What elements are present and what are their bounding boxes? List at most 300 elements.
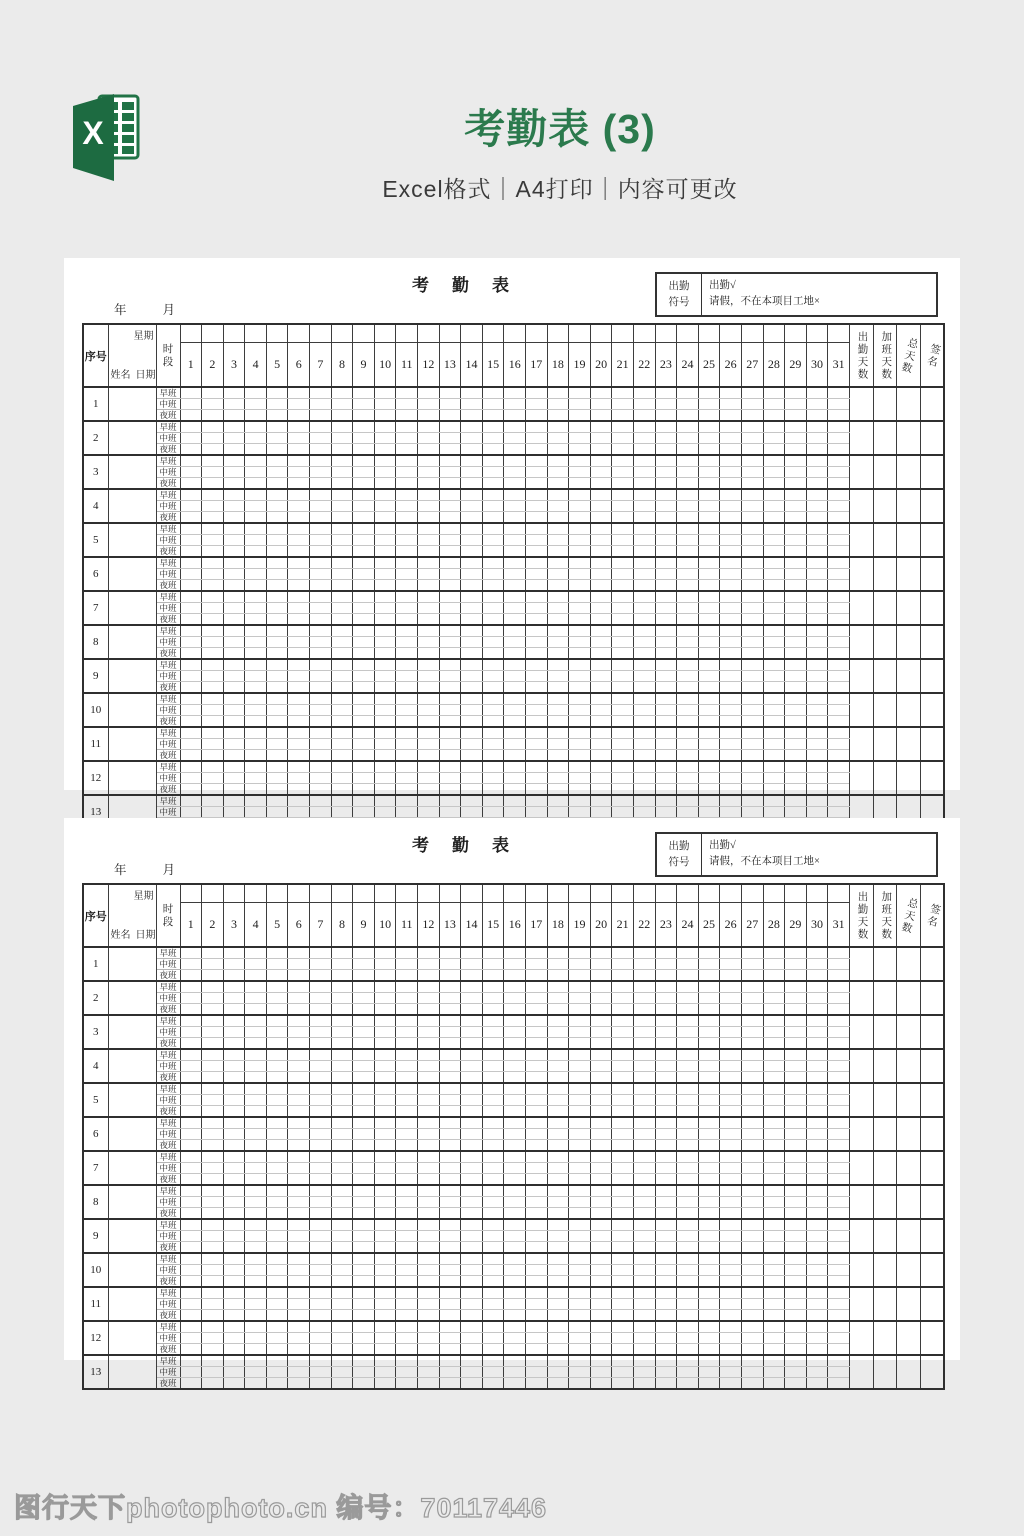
attendance-cell bbox=[331, 637, 353, 648]
attendance-cell bbox=[288, 1231, 310, 1242]
attendance-cell bbox=[526, 1344, 548, 1356]
attendance-cell bbox=[590, 671, 612, 682]
attendance-cell bbox=[655, 1117, 677, 1129]
attendance-cell bbox=[180, 1038, 202, 1050]
legend-label bbox=[657, 274, 702, 315]
attendance-cell bbox=[266, 1072, 288, 1084]
attendance-cell bbox=[223, 716, 245, 728]
attendance-cell bbox=[785, 478, 807, 490]
attendance-cell bbox=[504, 1185, 526, 1197]
attendance-cell bbox=[526, 1117, 548, 1129]
attendance-cell bbox=[482, 716, 504, 728]
attendance-cell bbox=[266, 1333, 288, 1344]
attendance-cell bbox=[396, 1140, 418, 1152]
attendance-cell bbox=[482, 959, 504, 970]
attendance-cell bbox=[763, 761, 785, 773]
attendance-cell bbox=[504, 1367, 526, 1378]
attendance-cell bbox=[698, 671, 720, 682]
attendance-cell bbox=[547, 993, 569, 1004]
attendance-cell bbox=[698, 1027, 720, 1038]
attendance-cell bbox=[202, 603, 224, 614]
attendance-cell bbox=[698, 761, 720, 773]
day-number-header: 31 bbox=[828, 342, 850, 387]
attendance-cell bbox=[698, 625, 720, 637]
attendance-cell bbox=[418, 580, 440, 592]
attendance-cell bbox=[482, 603, 504, 614]
attendance-cell bbox=[633, 489, 655, 501]
attendance-cell bbox=[180, 947, 202, 959]
attendance-cell bbox=[418, 705, 440, 716]
attendance-cell bbox=[698, 399, 720, 410]
summary-cell bbox=[897, 727, 921, 761]
attendance-cell bbox=[828, 546, 850, 558]
attendance-cell bbox=[612, 614, 634, 626]
attendance-cell bbox=[418, 959, 440, 970]
attendance-cell bbox=[569, 1310, 591, 1322]
weekday-cell bbox=[633, 884, 655, 902]
attendance-cell bbox=[202, 993, 224, 1004]
month-label: 月 bbox=[162, 863, 176, 877]
attendance-cell bbox=[461, 444, 483, 456]
attendance-cell bbox=[569, 455, 591, 467]
attendance-cell bbox=[418, 761, 440, 773]
attendance-cell bbox=[331, 455, 353, 467]
attendance-cell bbox=[590, 1038, 612, 1050]
day-number-header: 3 bbox=[223, 342, 245, 387]
serial-header: 序号 bbox=[83, 324, 108, 387]
attendance-cell bbox=[396, 1129, 418, 1140]
worker-subrow bbox=[83, 1197, 944, 1208]
attendance-cell bbox=[785, 1129, 807, 1140]
shift-cell: 夜班 bbox=[156, 1004, 180, 1016]
attendance-cell bbox=[353, 1095, 375, 1106]
attendance-cell bbox=[266, 535, 288, 546]
attendance-cell bbox=[353, 659, 375, 671]
attendance-cell bbox=[288, 1083, 310, 1095]
attendance-cell bbox=[504, 535, 526, 546]
attendance-cell bbox=[720, 981, 742, 993]
attendance-cell bbox=[547, 705, 569, 716]
attendance-cell bbox=[698, 1208, 720, 1220]
attendance-cell bbox=[418, 1163, 440, 1174]
attendance-cell bbox=[698, 1117, 720, 1129]
attendance-cell bbox=[677, 1129, 699, 1140]
attendance-cell bbox=[785, 727, 807, 739]
shift-cell: 早班 bbox=[156, 795, 180, 807]
attendance-cell bbox=[374, 773, 396, 784]
shift-cell: 中班 bbox=[156, 773, 180, 784]
attendance-cell bbox=[180, 1321, 202, 1333]
attendance-sheet bbox=[64, 818, 960, 1388]
attendance-cell bbox=[439, 546, 461, 558]
attendance-cell bbox=[202, 682, 224, 694]
attendance-cell bbox=[331, 580, 353, 592]
attendance-cell bbox=[741, 795, 763, 807]
attendance-cell bbox=[655, 1219, 677, 1231]
attendance-cell bbox=[612, 637, 634, 648]
attendance-cell bbox=[331, 727, 353, 739]
attendance-cell bbox=[418, 489, 440, 501]
attendance-cell bbox=[288, 1072, 310, 1084]
attendance-cell bbox=[677, 1151, 699, 1163]
attendance-cell bbox=[439, 1242, 461, 1254]
attendance-cell bbox=[482, 727, 504, 739]
attendance-cell bbox=[310, 1276, 332, 1288]
attendance-cell bbox=[180, 784, 202, 796]
attendance-cell bbox=[418, 387, 440, 399]
attendance-cell bbox=[461, 625, 483, 637]
attendance-cell bbox=[526, 557, 548, 569]
attendance-cell bbox=[374, 1185, 396, 1197]
attendance-cell bbox=[288, 637, 310, 648]
summary-cell bbox=[897, 1219, 921, 1253]
attendance-cell bbox=[331, 659, 353, 671]
summary-cell bbox=[849, 1321, 873, 1355]
attendance-cell bbox=[331, 1355, 353, 1367]
attendance-cell bbox=[677, 947, 699, 959]
attendance-cell bbox=[439, 1106, 461, 1118]
worker-subrow bbox=[83, 535, 944, 546]
attendance-cell bbox=[590, 433, 612, 444]
attendance-cell bbox=[655, 1163, 677, 1174]
attendance-cell bbox=[655, 750, 677, 762]
attendance-cell bbox=[720, 1038, 742, 1050]
attendance-cell bbox=[180, 1231, 202, 1242]
attendance-cell bbox=[590, 750, 612, 762]
attendance-cell bbox=[526, 387, 548, 399]
attendance-cell bbox=[504, 1253, 526, 1265]
attendance-cell bbox=[310, 637, 332, 648]
attendance-cell bbox=[331, 1367, 353, 1378]
attendance-cell bbox=[288, 1333, 310, 1344]
attendance-cell bbox=[374, 410, 396, 422]
attendance-cell bbox=[245, 455, 267, 467]
attendance-cell bbox=[461, 1219, 483, 1231]
attendance-cell bbox=[396, 421, 418, 433]
attendance-cell bbox=[720, 1344, 742, 1356]
attendance-cell bbox=[310, 1208, 332, 1220]
attendance-cell bbox=[806, 603, 828, 614]
attendance-cell bbox=[590, 489, 612, 501]
attendance-cell bbox=[374, 535, 396, 546]
attendance-cell bbox=[763, 671, 785, 682]
summary-cell bbox=[873, 1015, 897, 1049]
attendance-cell bbox=[461, 682, 483, 694]
attendance-cell bbox=[461, 1287, 483, 1299]
summary-cell bbox=[897, 625, 921, 659]
attendance-cell bbox=[806, 727, 828, 739]
attendance-cell bbox=[526, 761, 548, 773]
attendance-cell bbox=[698, 1004, 720, 1016]
attendance-cell bbox=[223, 761, 245, 773]
attendance-cell bbox=[720, 1129, 742, 1140]
attendance-cell bbox=[763, 421, 785, 433]
attendance-cell bbox=[331, 750, 353, 762]
attendance-cell bbox=[202, 1129, 224, 1140]
attendance-cell bbox=[202, 557, 224, 569]
attendance-cell bbox=[720, 1151, 742, 1163]
worker-subrow bbox=[83, 591, 944, 603]
attendance-cell bbox=[612, 1095, 634, 1106]
shift-cell: 夜班 bbox=[156, 1208, 180, 1220]
attendance-cell bbox=[785, 421, 807, 433]
attendance-cell bbox=[526, 1061, 548, 1072]
summary-cell bbox=[920, 761, 944, 795]
attendance-cell bbox=[785, 1355, 807, 1367]
attendance-cell bbox=[418, 1310, 440, 1322]
attendance-cell bbox=[785, 557, 807, 569]
attendance-cell bbox=[655, 1061, 677, 1072]
attendance-cell bbox=[612, 1333, 634, 1344]
attendance-cell bbox=[461, 1208, 483, 1220]
attendance-cell bbox=[353, 1208, 375, 1220]
attendance-cell bbox=[828, 591, 850, 603]
attendance-cell bbox=[547, 739, 569, 750]
attendance-cell bbox=[590, 591, 612, 603]
day-number-header: 15 bbox=[482, 342, 504, 387]
summary-cell bbox=[849, 727, 873, 761]
summary-cell bbox=[849, 421, 873, 455]
attendance-cell bbox=[461, 1072, 483, 1084]
attendance-cell bbox=[353, 1140, 375, 1152]
attendance-cell bbox=[806, 1310, 828, 1322]
attendance-cell bbox=[569, 546, 591, 558]
attendance-cell bbox=[418, 970, 440, 982]
attendance-cell bbox=[266, 512, 288, 524]
attendance-cell bbox=[180, 1027, 202, 1038]
attendance-cell bbox=[418, 1208, 440, 1220]
attendance-cell bbox=[223, 659, 245, 671]
attendance-cell bbox=[547, 478, 569, 490]
attendance-cell bbox=[439, 1321, 461, 1333]
attendance-cell bbox=[310, 1038, 332, 1050]
attendance-cell bbox=[331, 625, 353, 637]
attendance-cell bbox=[677, 625, 699, 637]
attendance-cell bbox=[396, 1344, 418, 1356]
attendance-cell bbox=[828, 637, 850, 648]
attendance-cell bbox=[655, 993, 677, 1004]
attendance-cell bbox=[353, 1310, 375, 1322]
attendance-cell bbox=[569, 1083, 591, 1095]
worker-subrow bbox=[83, 970, 944, 982]
attendance-cell bbox=[741, 693, 763, 705]
attendance-cell bbox=[677, 410, 699, 422]
attendance-cell bbox=[504, 671, 526, 682]
attendance-cell bbox=[353, 1129, 375, 1140]
attendance-cell bbox=[590, 993, 612, 1004]
attendance-cell bbox=[504, 947, 526, 959]
attendance-cell bbox=[698, 1287, 720, 1299]
attendance-cell bbox=[266, 637, 288, 648]
attendance-cell bbox=[547, 648, 569, 660]
attendance-cell bbox=[418, 1265, 440, 1276]
attendance-cell bbox=[439, 959, 461, 970]
attendance-cell bbox=[396, 637, 418, 648]
summary-header bbox=[849, 324, 873, 387]
attendance-cell bbox=[266, 1208, 288, 1220]
attendance-cell bbox=[828, 1049, 850, 1061]
attendance-cell bbox=[266, 993, 288, 1004]
attendance-cell bbox=[418, 421, 440, 433]
attendance-cell bbox=[266, 671, 288, 682]
attendance-cell bbox=[461, 1004, 483, 1016]
worker-subrow bbox=[83, 959, 944, 970]
attendance-cell bbox=[547, 1004, 569, 1016]
attendance-cell bbox=[223, 1197, 245, 1208]
attendance-cell bbox=[698, 1299, 720, 1310]
attendance-cell bbox=[223, 807, 245, 818]
attendance-cell bbox=[763, 1129, 785, 1140]
shift-cell: 早班 bbox=[156, 1083, 180, 1095]
attendance-cell bbox=[180, 1333, 202, 1344]
attendance-cell bbox=[418, 501, 440, 512]
attendance-cell bbox=[828, 1299, 850, 1310]
attendance-cell bbox=[763, 1344, 785, 1356]
attendance-cell bbox=[785, 1072, 807, 1084]
worker-subrow bbox=[83, 1287, 944, 1299]
attendance-cell bbox=[612, 795, 634, 807]
attendance-cell bbox=[245, 569, 267, 580]
attendance-cell bbox=[655, 603, 677, 614]
attendance-cell bbox=[482, 523, 504, 535]
row-index-cell: 12 bbox=[83, 1321, 108, 1355]
attendance-cell bbox=[418, 433, 440, 444]
shift-cell: 中班 bbox=[156, 993, 180, 1004]
summary-cell bbox=[873, 557, 897, 591]
attendance-cell bbox=[655, 1106, 677, 1118]
attendance-cell bbox=[720, 716, 742, 728]
worker-name-cell bbox=[108, 947, 156, 981]
worker-subrow bbox=[83, 795, 944, 807]
attendance-cell bbox=[785, 993, 807, 1004]
legend-content-line: 出勤√ bbox=[709, 280, 736, 291]
attendance-cell bbox=[180, 1242, 202, 1254]
attendance-cell bbox=[223, 1129, 245, 1140]
attendance-cell bbox=[439, 1208, 461, 1220]
attendance-cell bbox=[245, 478, 267, 490]
attendance-cell bbox=[677, 693, 699, 705]
attendance-cell bbox=[741, 648, 763, 660]
attendance-cell bbox=[633, 1219, 655, 1231]
attendance-cell bbox=[612, 761, 634, 773]
attendance-cell bbox=[677, 1072, 699, 1084]
attendance-cell bbox=[374, 1117, 396, 1129]
attendance-cell bbox=[785, 1151, 807, 1163]
attendance-cell bbox=[828, 959, 850, 970]
attendance-cell bbox=[806, 1151, 828, 1163]
attendance-cell bbox=[180, 970, 202, 982]
attendance-cell bbox=[374, 1378, 396, 1390]
attendance-cell bbox=[310, 1310, 332, 1322]
attendance-cell bbox=[633, 750, 655, 762]
attendance-cell bbox=[741, 1027, 763, 1038]
attendance-cell bbox=[439, 705, 461, 716]
attendance-cell bbox=[806, 1265, 828, 1276]
attendance-cell bbox=[785, 981, 807, 993]
attendance-cell bbox=[353, 421, 375, 433]
attendance-cell bbox=[331, 603, 353, 614]
attendance-cell bbox=[763, 1355, 785, 1367]
attendance-cell bbox=[504, 1242, 526, 1254]
attendance-cell bbox=[439, 947, 461, 959]
attendance-cell bbox=[504, 1117, 526, 1129]
summary-cell bbox=[897, 1321, 921, 1355]
attendance-cell bbox=[785, 705, 807, 716]
attendance-cell bbox=[310, 727, 332, 739]
attendance-cell bbox=[655, 1231, 677, 1242]
attendance-cell bbox=[266, 682, 288, 694]
attendance-cell bbox=[504, 1004, 526, 1016]
attendance-cell bbox=[763, 705, 785, 716]
attendance-cell bbox=[547, 1083, 569, 1095]
attendance-cell bbox=[806, 739, 828, 750]
attendance-cell bbox=[374, 387, 396, 399]
attendance-cell bbox=[439, 1151, 461, 1163]
attendance-cell bbox=[569, 993, 591, 1004]
weekday-cell bbox=[439, 324, 461, 342]
attendance-cell bbox=[353, 1072, 375, 1084]
attendance-cell bbox=[180, 614, 202, 626]
attendance-cell bbox=[547, 795, 569, 807]
attendance-cell bbox=[288, 1129, 310, 1140]
day-number-header: 6 bbox=[288, 342, 310, 387]
attendance-cell bbox=[547, 807, 569, 818]
attendance-cell bbox=[612, 1106, 634, 1118]
attendance-cell bbox=[180, 1253, 202, 1265]
attendance-cell bbox=[331, 1333, 353, 1344]
attendance-cell bbox=[245, 1355, 267, 1367]
attendance-cell bbox=[633, 1367, 655, 1378]
attendance-cell bbox=[353, 569, 375, 580]
attendance-cell bbox=[331, 1083, 353, 1095]
attendance-cell bbox=[655, 1378, 677, 1390]
summary-cell bbox=[873, 761, 897, 795]
attendance-cell bbox=[418, 444, 440, 456]
attendance-cell bbox=[439, 637, 461, 648]
attendance-cell bbox=[266, 1185, 288, 1197]
attendance-cell bbox=[245, 1197, 267, 1208]
worker-subrow bbox=[83, 1083, 944, 1095]
attendance-cell bbox=[353, 1367, 375, 1378]
attendance-cell bbox=[612, 682, 634, 694]
worker-subrow bbox=[83, 1015, 944, 1027]
attendance-cell bbox=[202, 1253, 224, 1265]
attendance-cell bbox=[590, 580, 612, 592]
day-number-header: 1 bbox=[180, 902, 202, 947]
attendance-cell bbox=[288, 603, 310, 614]
attendance-cell bbox=[418, 569, 440, 580]
worker-name-cell bbox=[108, 1049, 156, 1083]
attendance-cell bbox=[741, 716, 763, 728]
attendance-cell bbox=[612, 1208, 634, 1220]
attendance-cell bbox=[418, 807, 440, 818]
attendance-cell bbox=[806, 569, 828, 580]
summary-header bbox=[873, 884, 897, 947]
day-number-header: 19 bbox=[569, 902, 591, 947]
attendance-cell bbox=[180, 1174, 202, 1186]
attendance-cell bbox=[741, 1253, 763, 1265]
attendance-cell bbox=[526, 1287, 548, 1299]
attendance-cell bbox=[331, 591, 353, 603]
header-week-row bbox=[83, 884, 944, 902]
attendance-cell bbox=[461, 1038, 483, 1050]
attendance-cell bbox=[310, 1355, 332, 1367]
attendance-cell bbox=[741, 981, 763, 993]
attendance-cell bbox=[482, 433, 504, 444]
summary-cell bbox=[920, 625, 944, 659]
summary-cell bbox=[897, 693, 921, 727]
attendance-cell bbox=[633, 659, 655, 671]
